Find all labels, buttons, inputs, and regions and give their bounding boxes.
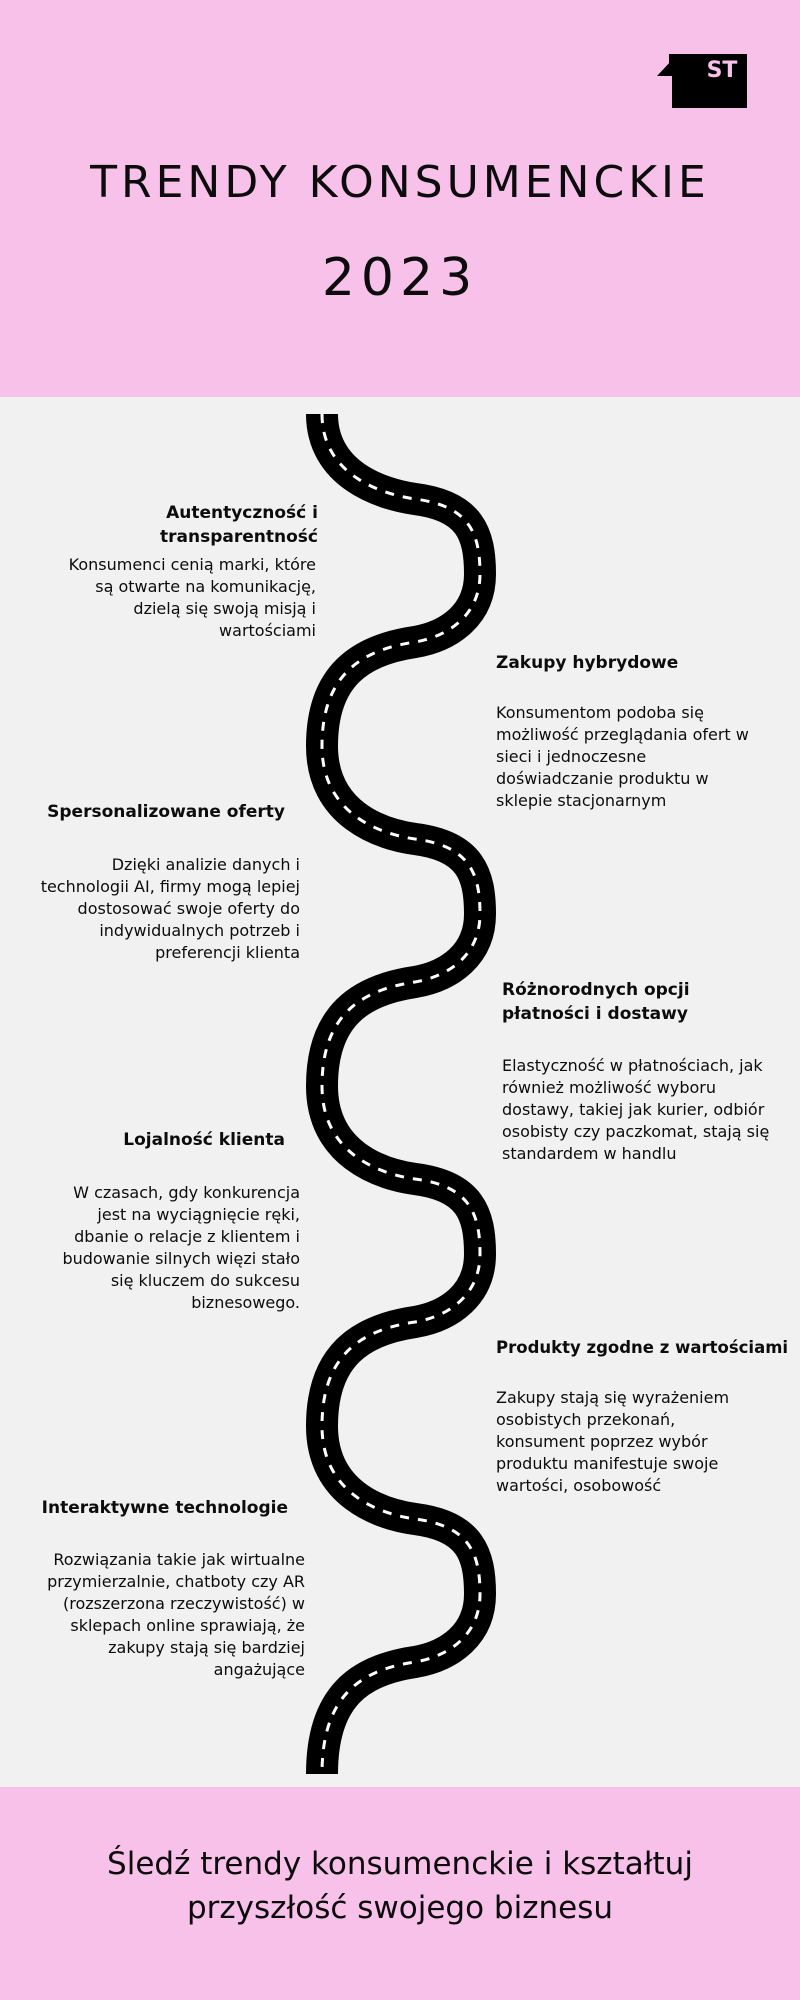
trend-text-4: Elastyczność w płatnościach, jak również możliwość wyboru dostawy, takiej jak kurier, odbiór osobisty czy paczkomat, stają się standardem w handlu bbox=[502, 1056, 770, 1163]
trend-text-5: W czasach, gdy konkurencja jest na wyciągnięcie ręki, dbanie o relacje z klientem i budowanie silnych więzi stało się kluczem do sukcesu biznesowego. bbox=[62, 1183, 300, 1312]
road-illustration bbox=[300, 414, 530, 1774]
trend-text-1: Konsumenci cenią marki, które są otwarte na komunikację, dzielą się swoją misją i wartościami bbox=[68, 555, 316, 640]
logo-text: ST bbox=[706, 58, 738, 83]
trend-title-6: Produkty zgodne z wartościami bbox=[496, 1338, 789, 1357]
footer-text: Śledź trendy konsumenckie i kształtuj przyszłość swojego biznesu bbox=[107, 1846, 693, 1926]
trend-title-5: Lojalność klienta bbox=[123, 1130, 285, 1150]
trend-title-4: Różnorodnych opcji płatności i dostawy bbox=[502, 980, 690, 1024]
trend-title-3: Spersonalizowane oferty bbox=[47, 802, 285, 822]
page-title: TRENDY KONSUMENCKIE bbox=[90, 157, 710, 208]
trend-title-2: Zakupy hybrydowe bbox=[496, 653, 679, 673]
trend-title-7: Interaktywne technologie bbox=[41, 1498, 288, 1518]
trend-text-7: Rozwiązania takie jak wirtualne przymierzalnie, chatboty czy AR (rozszerzona rzeczywistość) w sklepach online sprawiają, że zakupy stają się bardziej angażujące bbox=[47, 1550, 305, 1679]
trend-title-1: Autentyczność i transparentność bbox=[160, 503, 318, 547]
trend-text-2: Konsumentom podoba się możliwość przeglądania ofert w sieci i jednoczesne doświadczanie produktu w sklepie stacjonarnym bbox=[496, 703, 749, 810]
trend-text-6: Zakupy stają się wyrażeniem osobistych przekonań, konsument poprzez wybór produktu manifestuje swoje wartości, osobowość bbox=[496, 1388, 730, 1495]
page-year: 2023 bbox=[321, 248, 479, 308]
trend-text-3: Dzięki analizie danych i technologii AI, firmy mogą lepiej dostosować swoje oferty do indywidualnych potrzeb i preferencji klienta bbox=[40, 855, 300, 962]
